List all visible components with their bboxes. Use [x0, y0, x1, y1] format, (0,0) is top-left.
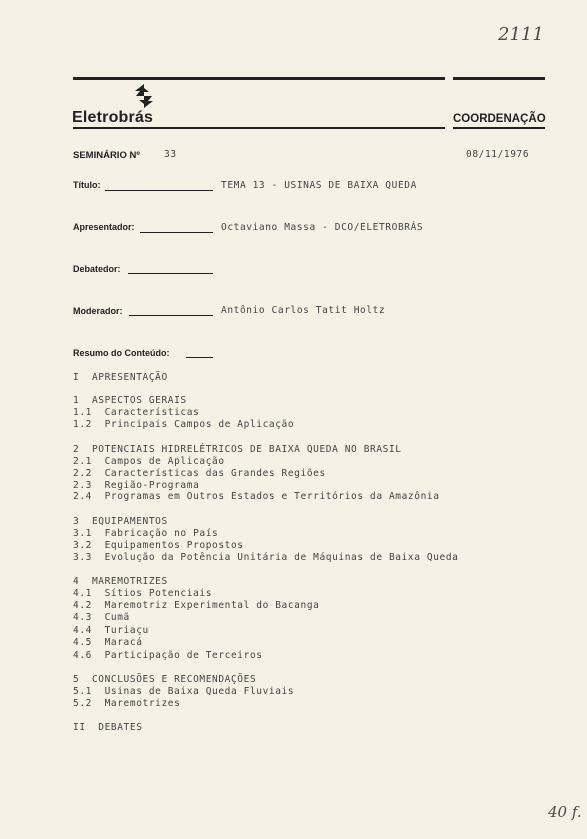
handwritten-page-number: 2111	[498, 24, 544, 45]
section-title: COORDENAÇÃO	[453, 113, 546, 125]
outline-item: I APRESENTAÇÃO	[73, 372, 168, 383]
outline-item: 1 ASPECTOS GERAIS	[73, 395, 187, 406]
moderador-underline	[129, 315, 213, 316]
outline-item: 2.1 Campos de Aplicação	[73, 456, 225, 467]
titulo-underline	[105, 190, 213, 191]
titulo-label: Título:	[73, 180, 101, 190]
outline-item: 3.2 Equipamentos Propostos	[73, 540, 244, 551]
outline-item: 4.4 Turiaçu	[73, 625, 149, 636]
header-top-rule-right	[453, 77, 545, 80]
outline-item: 2.3 Região-Programa	[73, 480, 200, 491]
moderador-value: Antônio Carlos Tatit Holtz	[221, 305, 386, 316]
outline-item: 4.5 Maracá	[73, 637, 143, 648]
outline-item: 4.2 Maremotriz Experimental do Bacanga	[73, 600, 320, 611]
outline-item: 4 MAREMOTRIZES	[73, 576, 168, 587]
brand-underline	[73, 127, 445, 129]
resumo-underline	[186, 357, 213, 358]
outline-item: 2 POTENCIAIS HIDRELÉTRICOS DE BAIXA QUEDA NO BRASIL	[73, 444, 402, 455]
apresentador-underline	[140, 232, 213, 233]
brand-name: Eletrobrás	[72, 109, 154, 126]
debatedor-label: Debatedor:	[73, 264, 121, 274]
seminar-label: SEMINÁRIO Nº	[73, 150, 140, 161]
seminar-date: 08/11/1976	[466, 149, 530, 160]
titulo-value: TEMA 13 - USINAS DE BAIXA QUEDA	[221, 180, 417, 191]
outline-item: 2.2 Características das Grandes Regiões	[73, 468, 326, 479]
eletrobras-logo-icon	[131, 83, 157, 109]
apresentador-label: Apresentador:	[73, 222, 135, 232]
handwritten-footer-note: 40 f.	[548, 803, 582, 821]
resumo-label: Resumo do Conteúdo:	[73, 348, 170, 358]
outline-item: 5.1 Usinas de Baixa Queda Fluviais	[73, 686, 295, 697]
outline-item: 5 CONCLUSÕES E RECOMENDAÇÕES	[73, 674, 257, 685]
outline-item: 5.2 Maremotrizes	[73, 698, 181, 709]
outline-item: 3.1 Fabricação no País	[73, 528, 219, 539]
outline-item: 1.1 Características	[73, 407, 200, 418]
outline-item: 4.1 Sítios Potenciais	[73, 588, 213, 599]
outline-item: 1.2 Principais Campos de Aplicação	[73, 419, 295, 430]
apresentador-value: Octaviano Massa - DCO/ELETROBRÁS	[221, 222, 424, 233]
seminar-number: 33	[164, 149, 177, 160]
header-top-rule	[73, 77, 445, 80]
outline-item: 3.3 Evolução da Potência Unitária de Máquinas de Baixa Queda	[73, 552, 459, 563]
moderador-label: Moderador:	[73, 306, 123, 316]
section-underline	[453, 127, 545, 129]
debatedor-underline	[128, 273, 213, 274]
outline-item: 3 EQUIPAMENTOS	[73, 516, 168, 527]
outline-item: 2.4 Programas em Outros Estados e Territórios da Amazônia	[73, 491, 440, 502]
outline-item: II DEBATES	[73, 722, 143, 733]
outline-item: 4.6 Participação de Terceiros	[73, 650, 263, 661]
outline-item: 4.3 Cumã	[73, 612, 130, 623]
